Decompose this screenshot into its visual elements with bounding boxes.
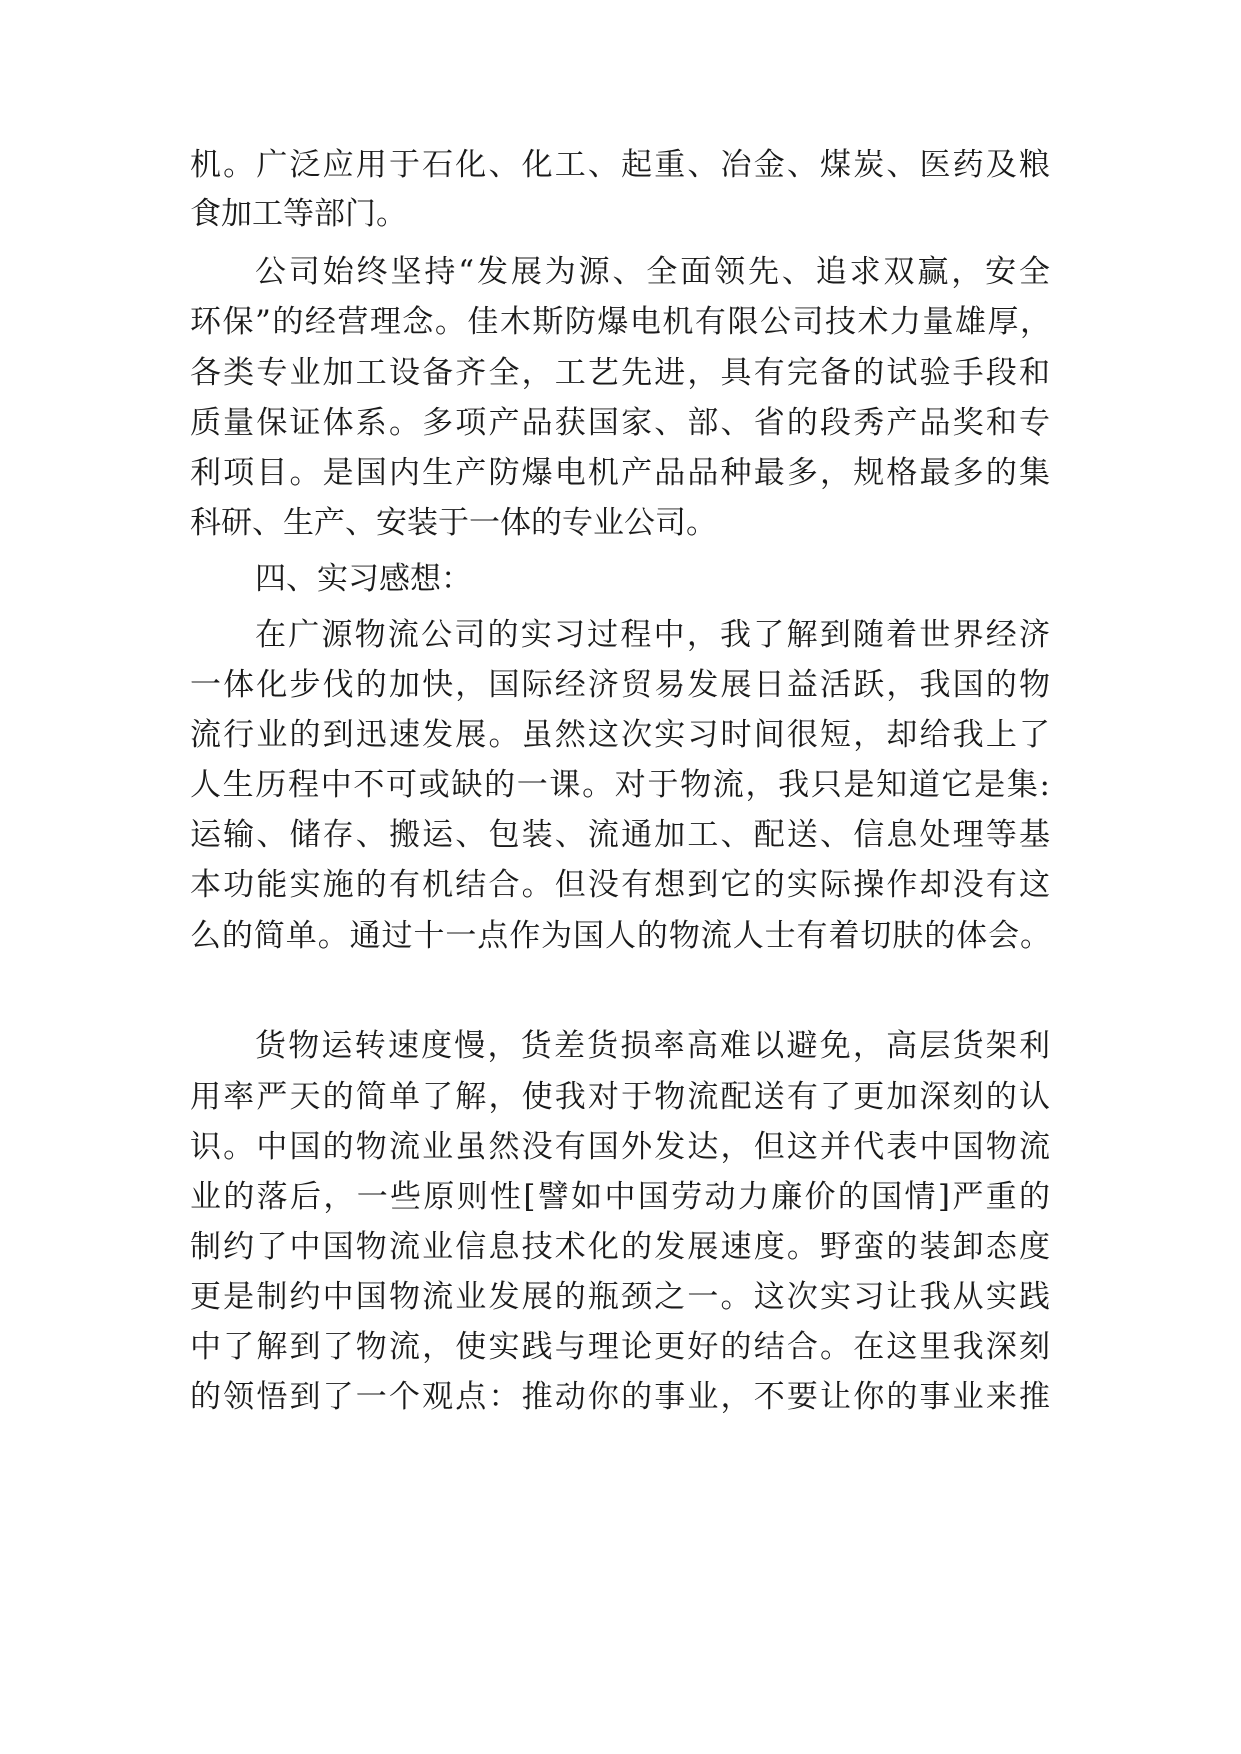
text-line: 环保”的经营理念。佳木斯防爆电机有限公司技术力量雄厚， xyxy=(190,304,1050,340)
text-line: 更是制约中国物流业发展的瓶颈之一。这次实习让我从实践 xyxy=(190,1279,1050,1315)
text-line: 机。广泛应用于石化、化工、起重、冶金、煤炭、医药及粮 xyxy=(190,147,1050,183)
text-line: 么的简单。通过十一点作为国人的物流人士有着切肤的体会。 xyxy=(190,918,1050,954)
section-heading: 四、实习感想： xyxy=(255,561,472,597)
text-line: 质量保证体系。多项产品获国家、部、省的段秀产品奖和专 xyxy=(190,405,1050,441)
paragraph-first-line: 在广源物流公司的实习过程中，我了解到随着世界经济 xyxy=(255,617,1050,653)
paragraph-first-line: 货物运转速度慢，货差货损率高难以避免，高层货架利 xyxy=(255,1028,1050,1064)
text-line: 科研、生产、安装于一体的专业公司。 xyxy=(190,505,717,541)
text-line: 各类专业加工设备齐全，工艺先进，具有完备的试验手段和 xyxy=(190,355,1050,391)
text-line: 利项目。是国内生产防爆电机产品品种最多，规格最多的集 xyxy=(190,455,1050,491)
text-line: 中了解到了物流，使实践与理论更好的结合。在这里我深刻 xyxy=(190,1329,1050,1365)
text-line: 识。中国的物流业虽然没有国外发达，但这并代表中国物流 xyxy=(190,1129,1050,1165)
text-line: 本功能实施的有机结合。但没有想到它的实际操作却没有这 xyxy=(190,867,1050,903)
text-line: 流行业的到迅速发展。虽然这次实习时间很短，却给我上了 xyxy=(190,717,1050,753)
text-line: 一体化步伐的加快，国际经济贸易发展日益活跃，我国的物 xyxy=(190,667,1050,703)
text-line: 的领悟到了一个观点：推动你的事业，不要让你的事业来推 xyxy=(190,1379,1050,1415)
text-line: 用率严天的简单了解，使我对于物流配送有了更加深刻的认 xyxy=(190,1079,1050,1115)
paragraph-first-line: 公司始终坚持“发展为源、全面领先、追求双赢，安全 xyxy=(255,254,1050,290)
text-line: 运输、储存、搬运、包装、流通加工、配送、信息处理等基 xyxy=(190,817,1050,853)
text-line: 业的落后，一些原则性[譬如中国劳动力廉价的国情]严重的 xyxy=(190,1179,1050,1215)
text-line: 食加工等部门。 xyxy=(190,196,407,232)
text-line: 人生历程中不可或缺的一课。对于物流，我只是知道它是集: xyxy=(190,767,1050,803)
text-line: 制约了中国物流业信息技术化的发展速度。野蛮的装卸态度 xyxy=(190,1229,1050,1265)
